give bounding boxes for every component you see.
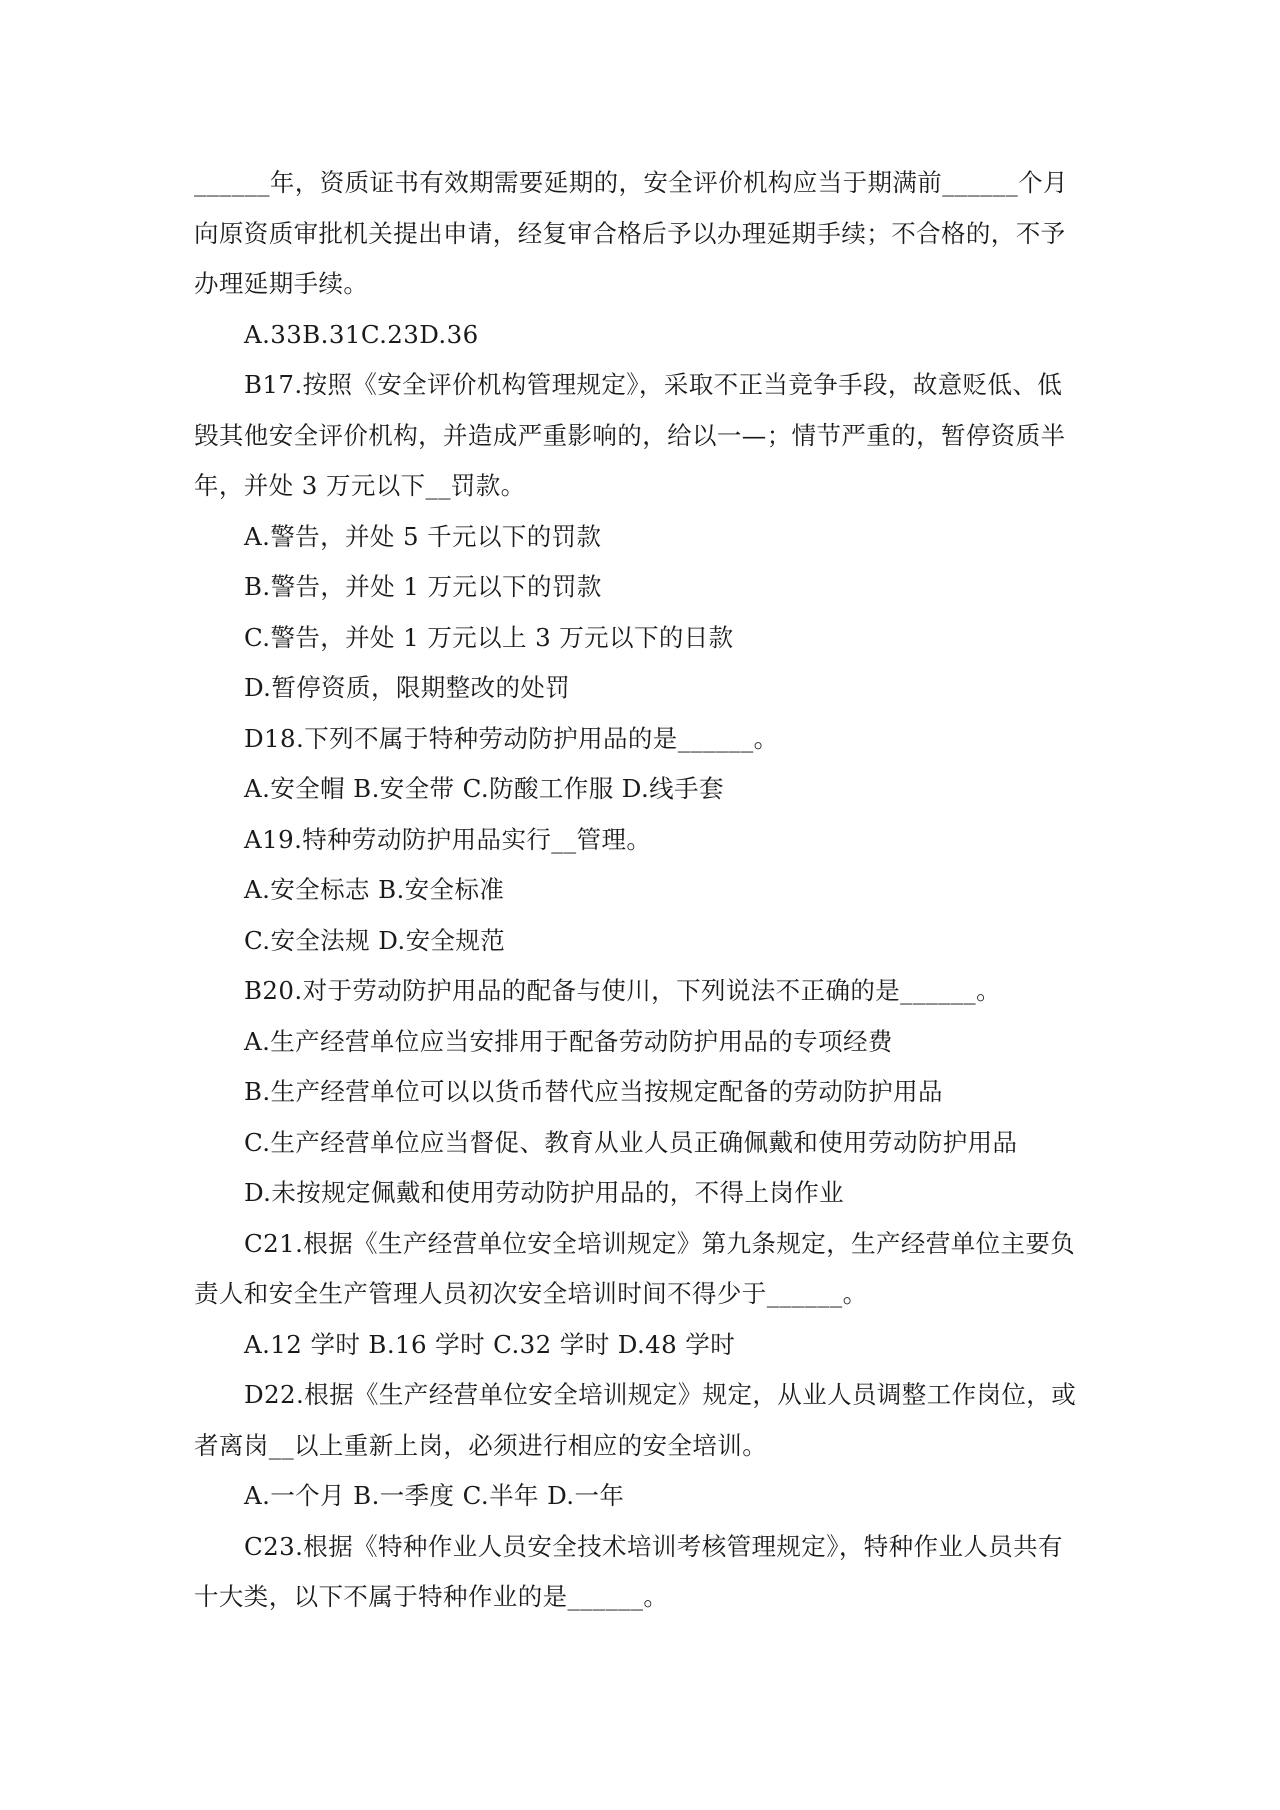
answer-options: A.12 学时 B.16 学时 C.32 学时 D.48 学时 — [244, 1329, 736, 1359]
option-b: B.生产经营单位可以以货币替代应当按规定配备的劳动防护用品 — [244, 1077, 943, 1106]
text-line: 毁其他安全评价机构，并造成严重影响的，给以一—；情节严重的，暂停资质半 — [194, 420, 1066, 450]
text-line: 者离岗__以上重新上岗，必须进行相应的安全培训。 — [194, 1430, 768, 1460]
question-19: A19.特种劳动防护用品实行__管理。 — [244, 824, 652, 854]
question-17: B17.按照《安全评价机构管理规定》，采取不正当竞争手段，故意贬低、低 — [244, 370, 1063, 399]
option-d: D.未按规定佩戴和使用劳动防护用品的，不得上岗作业 — [244, 1178, 845, 1207]
answer-options: A.安全标志 B.安全标准 — [244, 875, 505, 904]
question-20: B20.对于劳动防护用品的配备与使川，下列说法不正确的是______。 — [244, 976, 1001, 1005]
text-line: 年，并处 3 万元以下__罚款。 — [194, 471, 526, 500]
question-22: D22.根据《生产经营单位安全培训规定》规定，从业人员调整工作岗位，或 — [244, 1380, 1077, 1409]
option-b: B.警告，并处 1 万元以下的罚款 — [244, 572, 602, 601]
text-line: 向原资质审批机关提出申请，经复审合格后予以办理延期手续；不合格的，不予 — [194, 218, 1066, 248]
option-c: C.警告，并处 1 万元以上 3 万元以下的日款 — [244, 622, 734, 652]
option-d: D.暂停资质，限期整改的处罚 — [244, 673, 571, 702]
question-18: D18.下列不属于特种劳动防护用品的是______。 — [244, 723, 779, 753]
question-23: C23.根据《特种作业人员安全技术培训考核管理规定》，特种作业人员共有 — [244, 1531, 1063, 1561]
answer-options: A.安全帽 B.安全带 C.防酸工作服 D.线手套 — [244, 774, 724, 803]
text-line: 责人和安全生产管理人员初次安全培训时间不得少于______。 — [194, 1279, 868, 1308]
option-a: A.警告，并处 5 千元以下的罚款 — [244, 521, 602, 551]
answer-options: A.33B.31C.23D.36 — [244, 319, 479, 349]
answer-options: C.安全法规 D.安全规范 — [244, 925, 506, 955]
question-21: C21.根据《生产经营单位安全培训规定》第九条规定，生产经营单位主要负 — [244, 1228, 1076, 1258]
document-body — [194, 158, 1084, 1623]
text-line: 十大类，以下不属于特种作业的是______。 — [194, 1582, 669, 1611]
answer-options: A.一个月 B.一季度 C.半年 D.一年 — [244, 1481, 625, 1510]
option-a: A.生产经营单位应当安排用于配备劳动防护用品的专项经费 — [244, 1026, 893, 1056]
option-c: C.生产经营单位应当督促、教育从业人员正确佩戴和使用劳动防护用品 — [244, 1127, 1018, 1157]
text-line: 办理延期手续。 — [194, 269, 369, 298]
text-line: ______年，资质证书有效期需要延期的，安全评价机构应当于期满前______个月 — [194, 168, 1068, 197]
